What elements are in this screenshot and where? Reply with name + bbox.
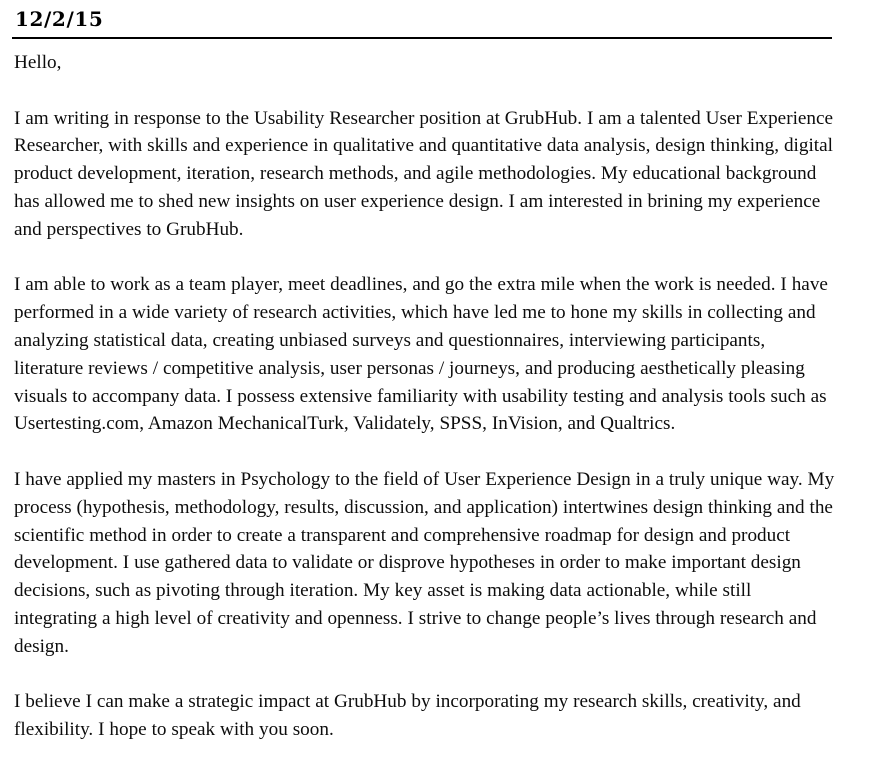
- letter-paragraph: I have applied my masters in Psychology to the field of User Experience Design in a truly unique way. My process (hypothesis, methodology, results, discussion, and application) intertwines design thinking and the scientific method in order to create a transparent and comprehensive roadmap for design and product development. I use gathered data to validate or disprove hypotheses in order to make important design decisions, such as pivoting through iteration. My key asset is making data actionable, while still integrating a high level of creativity and openness. I strive to change people’s lives through research and design.: [14, 468, 840, 657]
- letter-body: [14, 39, 838, 744]
- letter-paragraph: I am able to work as a team player, meet deadlines, and go the extra mile when the work is needed. I have performed in a wide variety of research activities, which have led me to hone my skills in collecting and analyzing statistical data, creating unbiased surveys and questionnaires, interviewing participants, literature reviews / competitive analysis, user personas / journeys, and producing aesthetically pleasing visuals to accompany data. I possess extensive familiarity with usability testing and analysis tools such as Usertesting.com, Amazon MechanicalTurk, Validately, SPSS, InVision, and Qualtrics.: [14, 274, 833, 435]
- letter-date: 12/2/15: [15, 7, 104, 31]
- letter-paragraph: I am writing in response to the Usability Researcher position at GrubHub. I am a talented User Experience Researcher, with skills and experience in qualitative and quantitative data analysis, design thinking, digital product development, iteration, research methods, and agile methodologies. My educational background has allowed me to shed new insights on user experience design. I am interested in brining my experience and perspectives to GrubHub.: [14, 107, 838, 240]
- salutation: Hello,: [14, 52, 62, 73]
- letter-paragraph: I believe I can make a strategic impact at GrubHub by incorporating my research skills, creativity, and flexibility. I hope to speak with you soon.: [14, 691, 806, 741]
